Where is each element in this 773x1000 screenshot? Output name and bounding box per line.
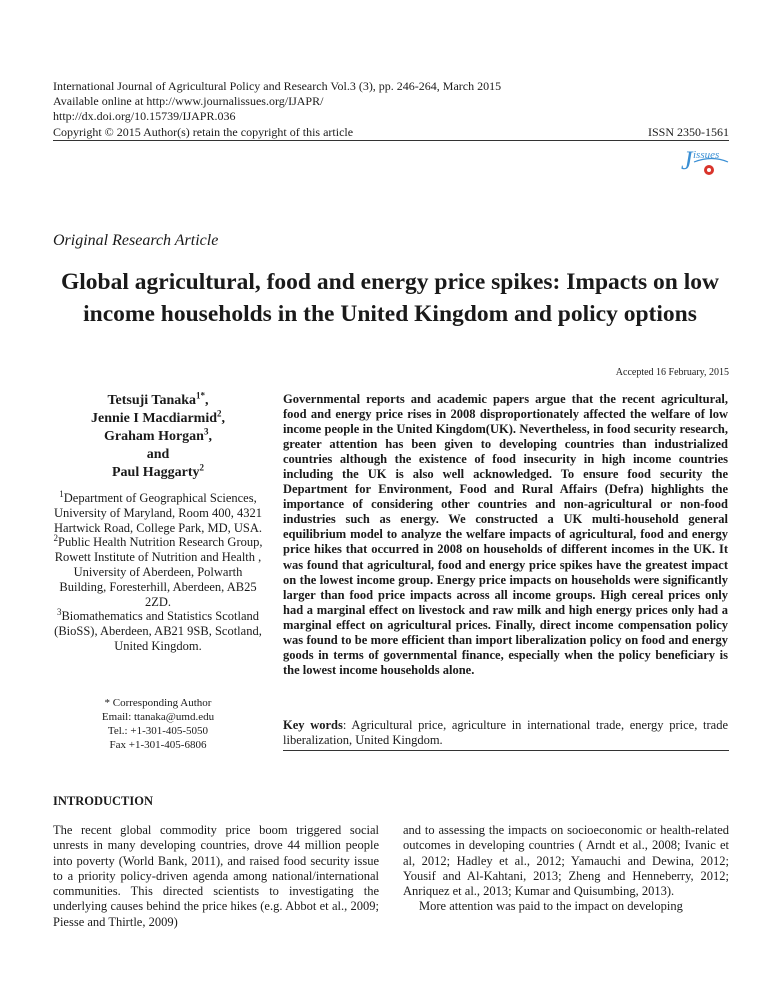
intro-paragraph-1-continued: and to assessing the impacts on socioeconomic or health-related outcomes in developing countries ( Arndt et al., 2008; Ivanic et al, 2012; Hadley et al., 2012; Yamauchi and Dewina, 2012; Yousif and Al-Kahtani, 2013; Zheng and Henneberry, 2012; Anriquez et al., 2013; Kumar and Quisumbing, 2013). — [403, 823, 729, 899]
journal-issues-logo — [674, 142, 730, 180]
corresponding-author — [50, 696, 266, 752]
abstract: Governmental reports and academic papers argue that the recent agricultural, food and energy price rises in 2008 disproportionately affected the welfare of low income people in the United Kingdom(UK). Nevertheless, in food security research, greater attention has been given to developing countries than industrialized countries although the existence of food insecurity in high income countries including the UK is also well acknowledged. To ensure food security the Department for Environment, Food and Rural Affairs (Defra) highlights the importance of considering other countries and non-agricultural or non-food industries such as energy. We constructed a UK multi-household general equilibrium model to analyze the welfare impacts of agricultural, food and energy price hikes that occurred in 2008 on households of different incomes in the UK. It was found that agricultural, food and energy price spikes have the greatest impact on the lowest income group. Energy price impacts on households were significantly larger than food price impacts across all income groups. High cereal prices only had a marginal effect on livestock and raw milk and high energy prices only had a marginal effect on agricultural prices. Finally, direct income compensation policy was found to be more efficient than import liberalization policy on food and energy goods in terms of governmental finance, especially when the policy beneficiary is the lowest income households alone. — [283, 392, 728, 677]
author-name: Tetsuji Tanaka$^{1*}$, — [107, 390, 209, 408]
corresponding-fax: Fax +1-301-405-6806 — [109, 739, 207, 751]
intro-paragraph-1: The recent global commodity price boom triggered social unrests in many developing countries, drove 44 million people into poverty (World Bank, 2011), and raised food security issue to a priority policy-driven agenda among national/international communities. This directed scientists to investigating the underlying causes behind the price hikes (e.g. Abbot et al., 2009; Piesse and Thirtle, 2009) — [53, 823, 379, 929]
issn: ISSN 2350-1561 — [647, 124, 729, 139]
corresponding-label: * Corresponding Author — [104, 697, 212, 709]
available-online[interactable]: Available online at http://www.journalissues.org/IJAPR/ — [53, 94, 324, 109]
introduction-heading: INTRODUCTION — [53, 794, 154, 808]
header-rule — [53, 140, 729, 141]
author-list — [53, 392, 263, 482]
keywords — [283, 718, 728, 748]
article-type: Original Research Article — [53, 232, 219, 249]
doi-link[interactable]: http://dx.doi.org/10.15739/IJAPR.036 — [53, 109, 236, 124]
keywords-text: : Agricultural price, agriculture in international trade, energy price, trade liberalization, United Kingdom. — [283, 718, 728, 748]
paper-title: Global agricultural, food and energy price spikes: Impacts on low income households in the United Kingdom and policy options — [60, 269, 719, 327]
introduction-left-column — [53, 823, 379, 930]
author-name: Jennie I Macdiarmid$^2$, — [91, 408, 225, 426]
journal-citation: International Journal of Agricultural Policy and Research Vol.3 (3), pp. 246-264, March 2015 — [53, 79, 502, 93]
affiliations — [50, 488, 266, 654]
author-conjunction: and — [146, 447, 170, 462]
accepted-date: Accepted 16 February, 2015 — [615, 367, 729, 378]
intro-paragraph-2: More attention was paid to the impact on developing — [419, 899, 683, 914]
introduction-right-column — [403, 823, 729, 915]
svg-text:issues: issues — [693, 149, 720, 161]
journal-logo-icon — [674, 142, 730, 180]
copyright-notice: Copyright © 2015 Author(s) retain the copyright of this article — [53, 124, 354, 139]
author-name: Paul Haggarty$^2$ — [112, 462, 204, 480]
author-name: Graham Horgan$^3$, — [104, 426, 212, 444]
affiliation-item: $^2$Public Health Nutrition Research Group, Rowett Institute of Nutrition and Health , University of Aberdeen, Polwarth Building, Foresterhill, Aberdeen, AB25 2ZD. — [53, 533, 263, 609]
keywords-rule — [283, 750, 729, 751]
corresponding-tel: Tel.: +1-301-405-5050 — [107, 725, 209, 737]
keywords-label: Key words — [283, 718, 343, 732]
copyright-row — [53, 125, 729, 140]
svg-text:J: J — [681, 146, 693, 175]
journal-header — [53, 79, 729, 140]
affiliation-item: $^1$Department of Geographical Sciences, University of Maryland, Room 400, 4321 Hartwick Road, College Park, MD, USA. — [54, 488, 262, 535]
corresponding-email[interactable]: Email: ttanaka@umd.edu — [101, 711, 215, 723]
affiliation-item: $^3$Biomathematics and Statistics Scotland (BioSS), Aberdeen, AB21 9SB, Scotland, United Kingdom. — [54, 607, 262, 653]
